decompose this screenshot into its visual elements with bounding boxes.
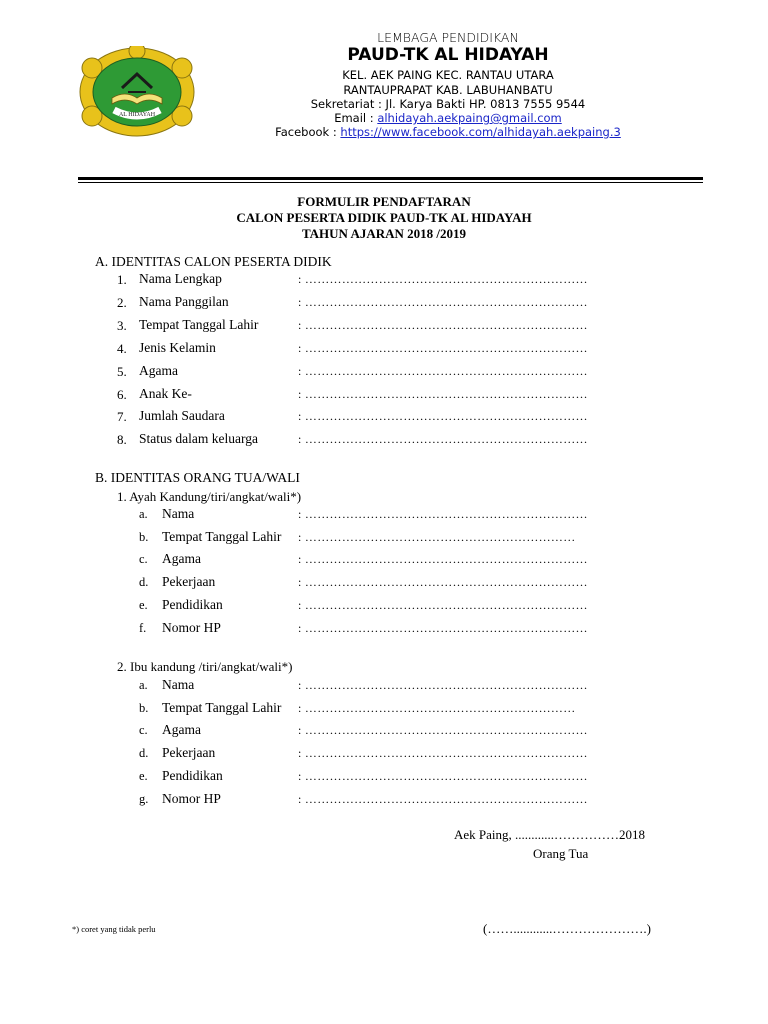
fill-line[interactable]: : …………………………………………………………… — [298, 409, 588, 423]
fill-line[interactable]: : …………………………………………………………… — [298, 746, 588, 760]
fill-line[interactable]: : …………………………………………………………… — [298, 387, 588, 401]
logo-text: AL HIDAYAH — [118, 112, 156, 118]
fill-line[interactable]: : …………………………………………………………… — [298, 318, 588, 332]
field-label-anak-ke: Anak Ke- — [139, 386, 192, 401]
place-date[interactable]: Aek Paing, ............……………2018 — [454, 827, 646, 842]
item-letter: b. — [139, 530, 149, 544]
institution-label: LEMBAGA PENDIDIKAN — [377, 30, 519, 45]
item-number: 7. — [117, 409, 127, 424]
field-label-jumlah-saudara: Jumlah Saudara — [139, 408, 225, 423]
item-number: 2. — [117, 295, 127, 310]
item-letter: f. — [139, 621, 147, 635]
school-logo — [78, 46, 196, 138]
signature-role: Orang Tua — [533, 846, 589, 861]
field-label-ibu-nomor-hp: Nomor HP — [162, 791, 221, 806]
field-label-ibu-pendidikan: Pendidikan — [162, 768, 223, 783]
fill-line[interactable]: : ………………………………………………………… — [298, 530, 576, 544]
item-letter: b. — [139, 701, 149, 715]
field-label-status-dalam-keluarga: Status dalam keluarga — [139, 431, 258, 446]
form-title: FORMULIR PENDAFTARAN — [297, 194, 471, 209]
fill-line[interactable]: : …………………………………………………………… — [298, 792, 588, 806]
form-subtitle: CALON PESERTA DIDIK PAUD-TK AL HIDAYAH — [236, 210, 532, 225]
email-link[interactable]: alhidayah.aekpaing@gmail.com — [377, 111, 562, 125]
fill-line[interactable]: : …………………………………………………………… — [298, 621, 588, 635]
mother-heading: 2. Ibu kandung /tiri/angkat/wali*) — [117, 659, 293, 674]
form-academic-year: TAHUN AJARAN 2018 /2019 — [301, 226, 467, 241]
fill-line[interactable]: : …………………………………………………………… — [298, 552, 588, 566]
fill-line[interactable]: : …………………………………………………………… — [298, 723, 588, 737]
header-divider-thin — [78, 182, 703, 183]
header-divider — [78, 177, 703, 180]
field-label-ayah-nomor-hp: Nomor HP — [162, 620, 221, 635]
field-label-ayah-ttl: Tempat Tanggal Lahir — [162, 529, 282, 544]
secretariat-line: Sekretariat : Jl. Karya Bakti HP. 0813 7555 9544 — [310, 97, 586, 111]
address-line-1: KEL. AEK PAING KEC. RANTAU UTARA — [342, 68, 554, 82]
fill-line[interactable]: : …………………………………………………………… — [298, 432, 588, 446]
field-label-ibu-ttl: Tempat Tanggal Lahir — [162, 700, 282, 715]
school-name: PAUD-TK AL HIDAYAH — [347, 45, 549, 65]
item-letter: d. — [139, 575, 149, 589]
field-label-ibu-nama: Nama — [162, 677, 195, 692]
facebook-link[interactable]: https://www.facebook.com/alhidayah.aekpaing.3 — [340, 125, 621, 139]
item-letter: c. — [139, 552, 148, 566]
item-letter: e. — [139, 769, 148, 783]
field-label-jenis-kelamin: Jenis Kelamin — [139, 340, 216, 355]
item-number: 1. — [117, 272, 127, 287]
fill-line[interactable]: : …………………………………………………………… — [298, 364, 588, 378]
fill-line[interactable]: : …………………………………………………………… — [298, 678, 588, 692]
field-label-ayah-agama: Agama — [162, 551, 201, 566]
fill-line[interactable]: : …………………………………………………………… — [298, 575, 588, 589]
fill-line[interactable]: : …………………………………………………………… — [298, 272, 588, 286]
fill-line[interactable]: : …………………………………………………………… — [298, 598, 588, 612]
fill-line[interactable]: : …………………………………………………………… — [298, 769, 588, 783]
facebook-line — [268, 125, 628, 139]
field-label-agama: Agama — [139, 363, 178, 378]
item-letter: a. — [139, 678, 148, 692]
item-letter: d. — [139, 746, 149, 760]
field-label-nama-panggilan: Nama Panggilan — [139, 294, 229, 309]
item-letter: a. — [139, 507, 148, 521]
email-line — [268, 111, 628, 125]
item-letter: c. — [139, 723, 148, 737]
item-number: 6. — [117, 387, 127, 402]
email-label: Email : — [334, 111, 378, 125]
item-number: 4. — [117, 341, 127, 356]
field-label-ayah-pendidikan: Pendidikan — [162, 597, 223, 612]
field-label-ibu-agama: Agama — [162, 722, 201, 737]
item-number: 3. — [117, 318, 127, 333]
item-number: 5. — [117, 364, 127, 379]
item-number: 8. — [117, 432, 127, 447]
father-heading: 1. Ayah Kandung/tiri/angkat/wali*) — [117, 489, 302, 504]
field-label-ayah-pekerjaan: Pekerjaan — [162, 574, 216, 589]
facebook-label: Facebook : — [275, 125, 341, 139]
item-letter: e. — [139, 598, 148, 612]
fill-line[interactable]: : …………………………………………………………… — [298, 295, 588, 309]
field-label-nama-lengkap: Nama Lengkap — [139, 271, 222, 286]
section-b-heading: B. IDENTITAS ORANG TUA/WALI — [95, 470, 300, 485]
fill-line[interactable]: : …………………………………………………………… — [298, 507, 588, 521]
section-a-heading: A. IDENTITAS CALON PESERTA DIDIK — [95, 254, 332, 269]
item-letter: g. — [139, 792, 149, 806]
signature-name-line[interactable]: (……............………………….) — [483, 921, 651, 936]
field-label-ibu-pekerjaan: Pekerjaan — [162, 745, 216, 760]
fill-line[interactable]: : ………………………………………………………… — [298, 701, 576, 715]
field-label-tempat-tanggal-lahir: Tempat Tanggal Lahir — [139, 317, 259, 332]
field-label-ayah-nama: Nama — [162, 506, 195, 521]
footnote: *) coret yang tidak perlu — [72, 924, 156, 934]
fill-line[interactable]: : …………………………………………………………… — [298, 341, 588, 355]
address-line-2: RANTAUPRAPAT KAB. LABUHANBATU — [343, 83, 553, 97]
